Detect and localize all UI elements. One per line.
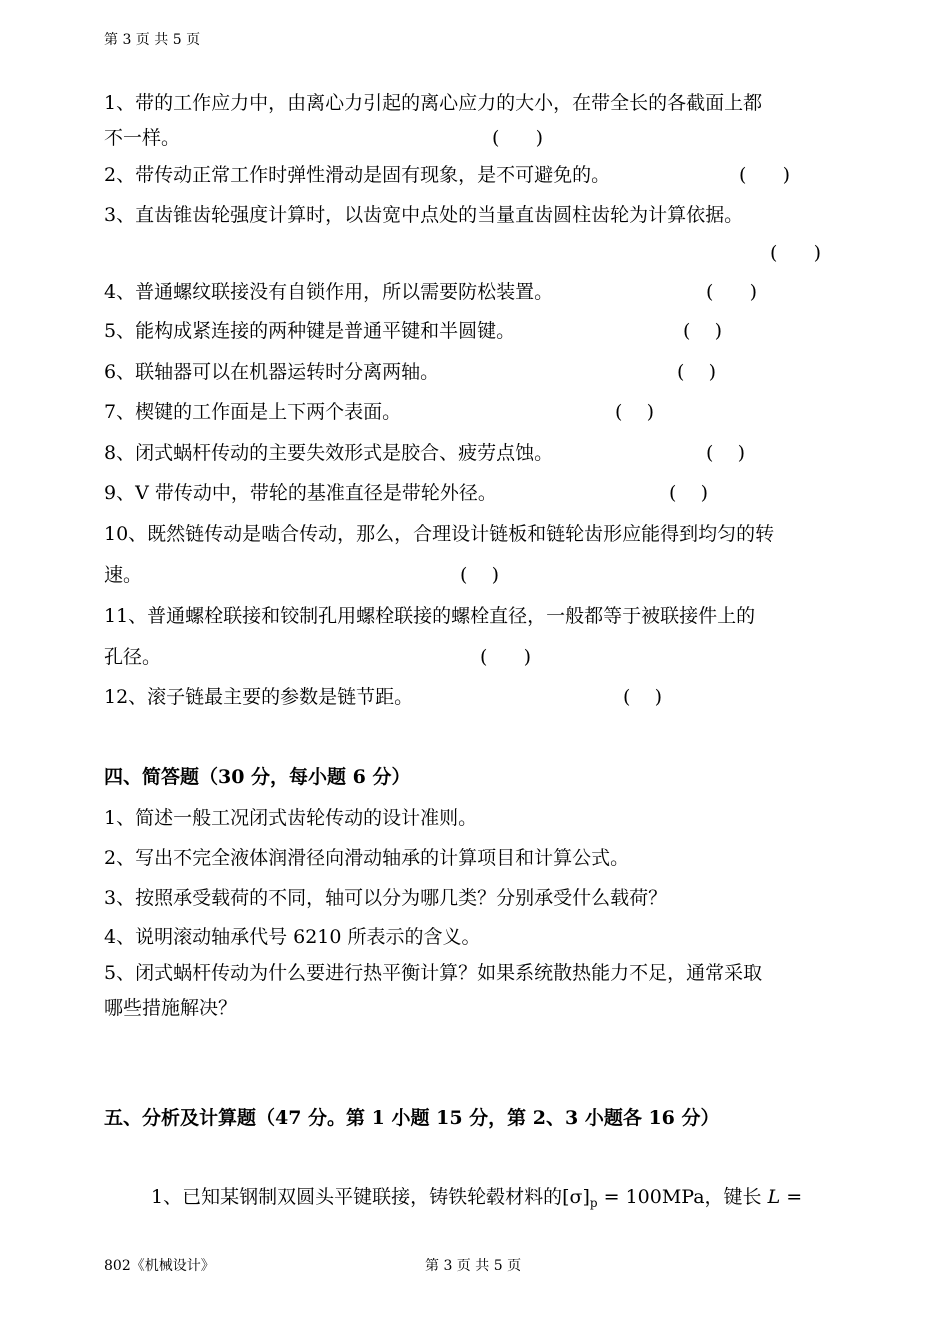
judgment-item-1-answer: ( )	[492, 127, 544, 149]
judgment-item-11-line1: 11、普通螺栓联接和铰制孔用螺栓联接的螺栓直径，一般都等于被联接件上的	[104, 605, 756, 627]
judgment-item-10-line1: 10、既然链传动是啮合传动，那么，合理设计链板和链轮齿形应能得到均匀的转	[104, 523, 775, 545]
section5-problem-1	[151, 1185, 802, 1215]
section4-item-5-line2: 哪些措施解决？	[104, 997, 238, 1019]
judgment-item-3: 3、直齿锥齿轮强度计算时，以齿宽中点处的当量直齿圆柱齿轮为计算依据。	[104, 204, 744, 226]
judgment-item-2: 2、带传动正常工作时弹性滑动是固有现象，是不可避免的。	[104, 164, 611, 186]
judgment-item-6-answer: ( )	[677, 361, 716, 383]
judgment-item-2-answer: ( )	[739, 164, 791, 186]
judgment-item-9-answer: ( )	[669, 482, 708, 504]
judgment-item-8: 8、闭式蜗杆传动的主要失效形式是胶合、疲劳点蚀。	[104, 442, 554, 464]
judgment-item-5-answer: ( )	[683, 320, 722, 342]
section4-heading: 四、简答题（30 分，每小题 6 分）	[104, 766, 411, 788]
judgment-item-11-line2: 孔径。	[104, 646, 162, 668]
judgment-item-12: 12、滚子链最主要的参数是链节距。	[104, 686, 414, 708]
judgment-item-1-line1: 1、带的工作应力中，由离心力引起的离心应力的大小，在带全长的各截面上都	[104, 92, 763, 114]
judgment-item-7: 7、楔键的工作面是上下两个表面。	[104, 401, 402, 423]
footer-page-number: 第 3 页 共 5 页	[425, 1258, 522, 1274]
footer-course: 802《机械设计》	[104, 1258, 215, 1274]
section4-item-2: 2、写出不完全液体润滑径向滑动轴承的计算项目和计算公式。	[104, 847, 630, 869]
judgment-item-7-answer: ( )	[615, 401, 654, 423]
judgment-item-12-answer: ( )	[623, 686, 662, 708]
judgment-item-5: 5、能构成紧连接的两种键是普通平键和半圆键。	[104, 320, 516, 342]
judgment-item-11-answer: ( )	[480, 646, 532, 668]
judgment-item-4: 4、普通螺纹联接没有自锁作用，所以需要防松装置。	[104, 281, 554, 303]
section4-item-3: 3、按照承受载荷的不同，轴可以分为哪几类？分别承受什么载荷？	[104, 887, 668, 909]
problem-1-text-start: 1、已知某钢制双圆头平键联接，铸铁轮毂材料的[σ]	[151, 1186, 590, 1208]
problem-1-text-middle: = 100MPa，键长	[597, 1186, 768, 1208]
section5-heading: 五、分析及计算题（47 分。第 1 小题 15 分，第 2、3 小题各 16 分）	[104, 1107, 720, 1129]
judgment-item-9: 9、V 带传动中，带轮的基准直径是带轮外径。	[104, 482, 497, 504]
problem-1-text-end: =	[780, 1186, 803, 1208]
judgment-item-8-answer: ( )	[706, 442, 745, 464]
judgment-item-6: 6、联轴器可以在机器运转时分离两轴。	[104, 361, 440, 383]
judgment-item-4-answer: ( )	[706, 281, 758, 303]
judgment-item-10-answer: ( )	[460, 564, 499, 586]
judgment-item-10-line2: 速。	[104, 564, 143, 586]
judgment-item-3-answer: ( )	[770, 242, 822, 264]
problem-1-subscript: p	[589, 1196, 598, 1210]
page-header: 第 3 页 共 5 页	[104, 32, 201, 48]
judgment-item-1-line2: 不一样。	[104, 127, 181, 149]
section4-item-1: 1、简述一般工况闭式齿轮传动的设计准则。	[104, 807, 478, 829]
section4-item-5-line1: 5、闭式蜗杆传动为什么要进行热平衡计算？如果系统散热能力不足，通常采取	[104, 962, 763, 984]
problem-1-variable: L	[767, 1186, 781, 1208]
section4-item-4: 4、说明滚动轴承代号 6210 所表示的含义。	[104, 926, 481, 948]
